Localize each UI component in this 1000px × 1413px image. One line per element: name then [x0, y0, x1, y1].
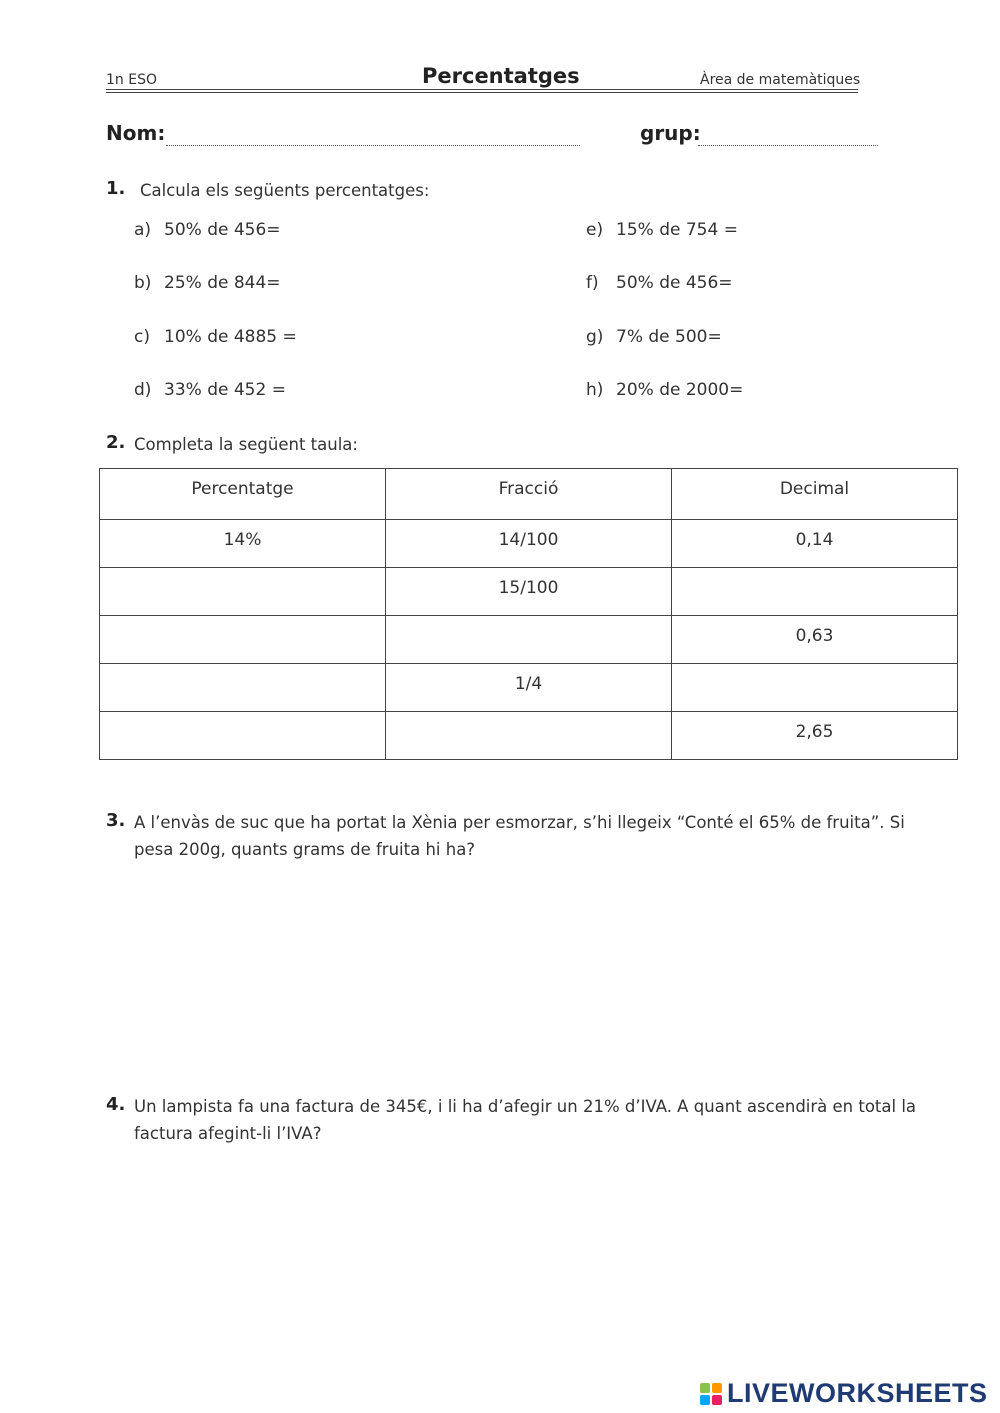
logo-text: LIVEWORKSHEETS: [727, 1378, 988, 1408]
question-1-text: Calcula els següents percentatges:: [140, 181, 430, 200]
header-rule-2: [106, 92, 858, 93]
table-cell[interactable]: [672, 664, 958, 712]
q1-item-h: [586, 380, 743, 400]
q1-item-c: [134, 327, 297, 347]
q1-item-d: [134, 380, 286, 400]
q1-item-g: [586, 327, 722, 347]
item-letter: g): [586, 327, 604, 347]
table-cell[interactable]: 2,65: [672, 712, 958, 760]
header-decimal: Decimal: [672, 469, 958, 520]
name-label: Nom:: [106, 121, 166, 145]
logo-mark-icon: [700, 1383, 722, 1405]
q1-item-e: [586, 220, 738, 240]
table-row: [100, 568, 958, 616]
table-cell[interactable]: [100, 664, 386, 712]
question-2-text: Completa la següent taula:: [134, 435, 358, 454]
question-4-line-1: Un lampista fa una factura de 345€, i li ha d’afegir un 21% d’IVA. A quant ascendirà en total la: [134, 1097, 917, 1116]
q1-item-f: [586, 273, 733, 293]
table-cell[interactable]: [100, 616, 386, 664]
question-3-line-1: A l’envàs de suc que ha portat la Xènia per esmorzar, s’hi llegeix “Conté el 65% de fruita”. Si: [134, 813, 905, 832]
item-letter: c): [134, 327, 150, 347]
table-cell[interactable]: [100, 568, 386, 616]
question-3-text: [134, 809, 974, 863]
table-cell[interactable]: [386, 712, 672, 760]
table-cell[interactable]: 14/100: [386, 520, 672, 568]
item-letter: b): [134, 273, 152, 293]
table-row: [100, 664, 958, 712]
group-field[interactable]: [698, 145, 878, 146]
header-rule: [106, 89, 858, 90]
question-3-line-2: pesa 200g, quants grams de fruita hi ha?: [134, 840, 476, 859]
item-expression: 7% de 500=: [616, 327, 722, 347]
page-title: Percentatges: [422, 64, 580, 88]
name-field[interactable]: [166, 145, 580, 146]
item-letter: a): [134, 220, 152, 240]
table-cell[interactable]: [100, 712, 386, 760]
table-row: [100, 520, 958, 568]
item-letter: h): [586, 380, 604, 400]
question-1-number: 1.: [106, 178, 126, 199]
item-letter: d): [134, 380, 152, 400]
area-label: Àrea de matemàtiques: [700, 72, 861, 88]
question-2-number: 2.: [106, 432, 126, 453]
item-letter: e): [586, 220, 604, 240]
group-label: grup:: [640, 121, 701, 145]
table-cell[interactable]: 0,63: [672, 616, 958, 664]
question-4-line-2: factura afegint-li l’IVA?: [134, 1124, 322, 1143]
liveworksheets-logo: [700, 1378, 988, 1409]
item-expression: 25% de 844=: [164, 273, 281, 293]
item-expression: 50% de 456=: [616, 273, 733, 293]
item-expression: 15% de 754 =: [616, 220, 738, 240]
question-3-number: 3.: [106, 810, 126, 831]
table-cell[interactable]: 14%: [100, 520, 386, 568]
table-cell[interactable]: [386, 616, 672, 664]
table-cell[interactable]: [672, 568, 958, 616]
conversion-table: [99, 468, 958, 760]
table-row: [100, 712, 958, 760]
table-cell[interactable]: 15/100: [386, 568, 672, 616]
question-4-number: 4.: [106, 1094, 126, 1115]
table-cell[interactable]: 0,14: [672, 520, 958, 568]
question-4-text: [134, 1093, 974, 1147]
table-header-row: [100, 469, 958, 520]
item-expression: 50% de 456=: [164, 220, 281, 240]
item-expression: 20% de 2000=: [616, 380, 744, 400]
table-row: [100, 616, 958, 664]
q1-item-a: [134, 220, 281, 240]
table-cell[interactable]: 1/4: [386, 664, 672, 712]
q1-item-b: [134, 273, 281, 293]
header-percentage: Percentatge: [100, 469, 386, 520]
item-letter: f): [586, 273, 599, 293]
item-expression: 10% de 4885 =: [164, 327, 297, 347]
header-fraction: Fracció: [386, 469, 672, 520]
item-expression: 33% de 452 =: [164, 380, 286, 400]
course-label: 1n ESO: [106, 72, 157, 88]
